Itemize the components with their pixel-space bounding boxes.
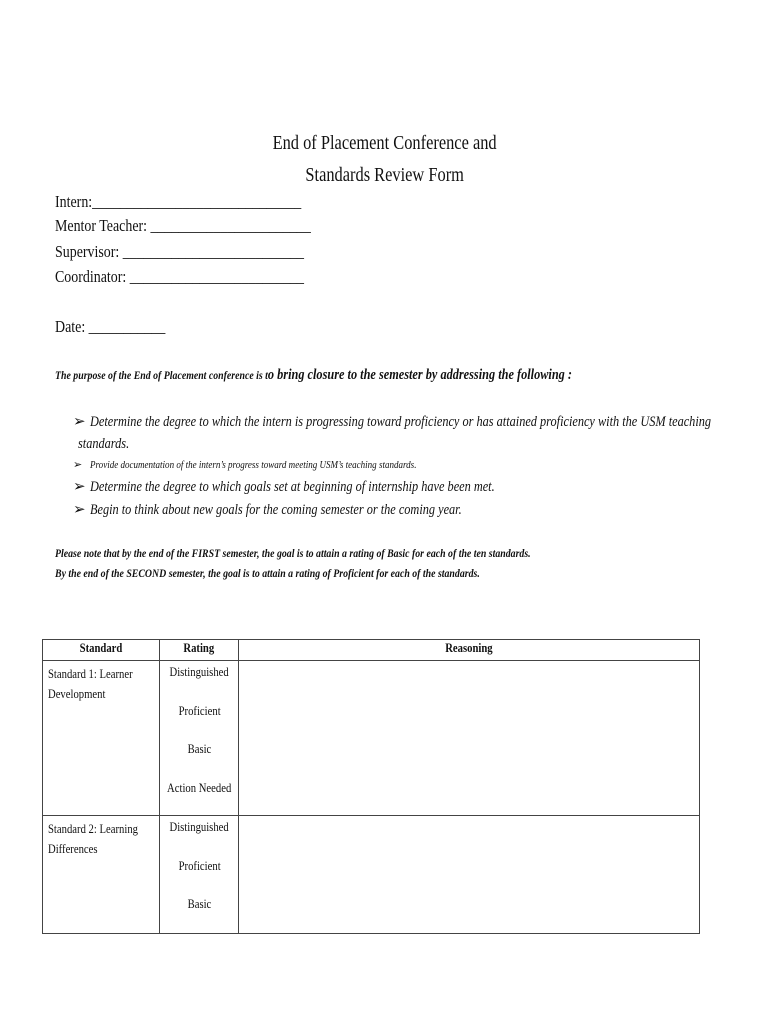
rating-option-basic[interactable]: Basic	[187, 896, 212, 911]
arrow-bullet-icon: ➢	[73, 459, 83, 471]
form-title-line-2: Standards Review Form	[305, 164, 465, 186]
coordinator-blank[interactable]: _________________________	[129, 267, 304, 286]
header-reasoning: Reasoning	[239, 640, 700, 661]
date-blank[interactable]: ___________	[88, 317, 166, 336]
rating-option-distinguished[interactable]: Distinguished	[169, 664, 229, 679]
rating-option-action-needed[interactable]: Action Needed	[167, 779, 232, 795]
note-second-semester: By the end of the SECOND semester, the goal is to attain a rating of Proficient for each of the standards.	[55, 566, 480, 580]
table-row	[43, 661, 700, 816]
rating-cell	[160, 816, 239, 934]
arrow-bullet-icon: ➢	[73, 479, 86, 495]
standard-cell: Standard 1: Learner Development	[43, 661, 160, 816]
note-first-semester: Please note that by the end of the FIRST semester, the goal is to attain a rating of Basic for each of the ten standards.	[55, 546, 531, 560]
arrow-bullet-icon: ➢	[73, 502, 86, 518]
intern-field[interactable]	[55, 192, 355, 212]
header-standard: Standard	[43, 640, 160, 661]
mentor-teacher-blank[interactable]: _______________________	[150, 216, 311, 235]
arrow-bullet-icon: ➢	[73, 414, 86, 430]
standards-table	[42, 639, 700, 934]
intern-blank[interactable]: ______________________________	[92, 192, 302, 211]
intern-label: Intern:	[55, 192, 93, 211]
coordinator-label: Coordinator:	[55, 267, 127, 286]
reasoning-cell[interactable]	[239, 661, 700, 816]
rating-cell	[160, 661, 239, 816]
purpose-statement: The purpose of the End of Placement conference is to bring closure to the semester by addressing the following :	[55, 367, 573, 383]
mentor-teacher-field[interactable]	[55, 216, 367, 236]
date-label: Date:	[55, 317, 86, 336]
rating-option-distinguished[interactable]: Distinguished	[169, 819, 229, 834]
rating-option-proficient[interactable]: Proficient	[178, 702, 221, 718]
coordinator-field[interactable]	[55, 267, 359, 287]
supervisor-field[interactable]	[55, 242, 359, 262]
table-header-row	[43, 640, 700, 661]
supervisor-label: Supervisor:	[55, 242, 120, 261]
table-row	[43, 816, 700, 934]
date-field[interactable]	[55, 317, 190, 337]
mentor-teacher-label: Mentor Teacher:	[55, 216, 148, 235]
rating-option-proficient[interactable]: Proficient	[178, 857, 221, 873]
standard-cell: Standard 2: Learning Differences	[43, 816, 160, 934]
reasoning-cell[interactable]	[239, 816, 700, 934]
rating-option-basic[interactable]: Basic	[187, 741, 212, 756]
header-rating: Rating	[160, 640, 239, 661]
form-title-line-1: End of Placement Conference and	[272, 132, 498, 154]
supervisor-blank[interactable]: __________________________	[122, 242, 304, 261]
